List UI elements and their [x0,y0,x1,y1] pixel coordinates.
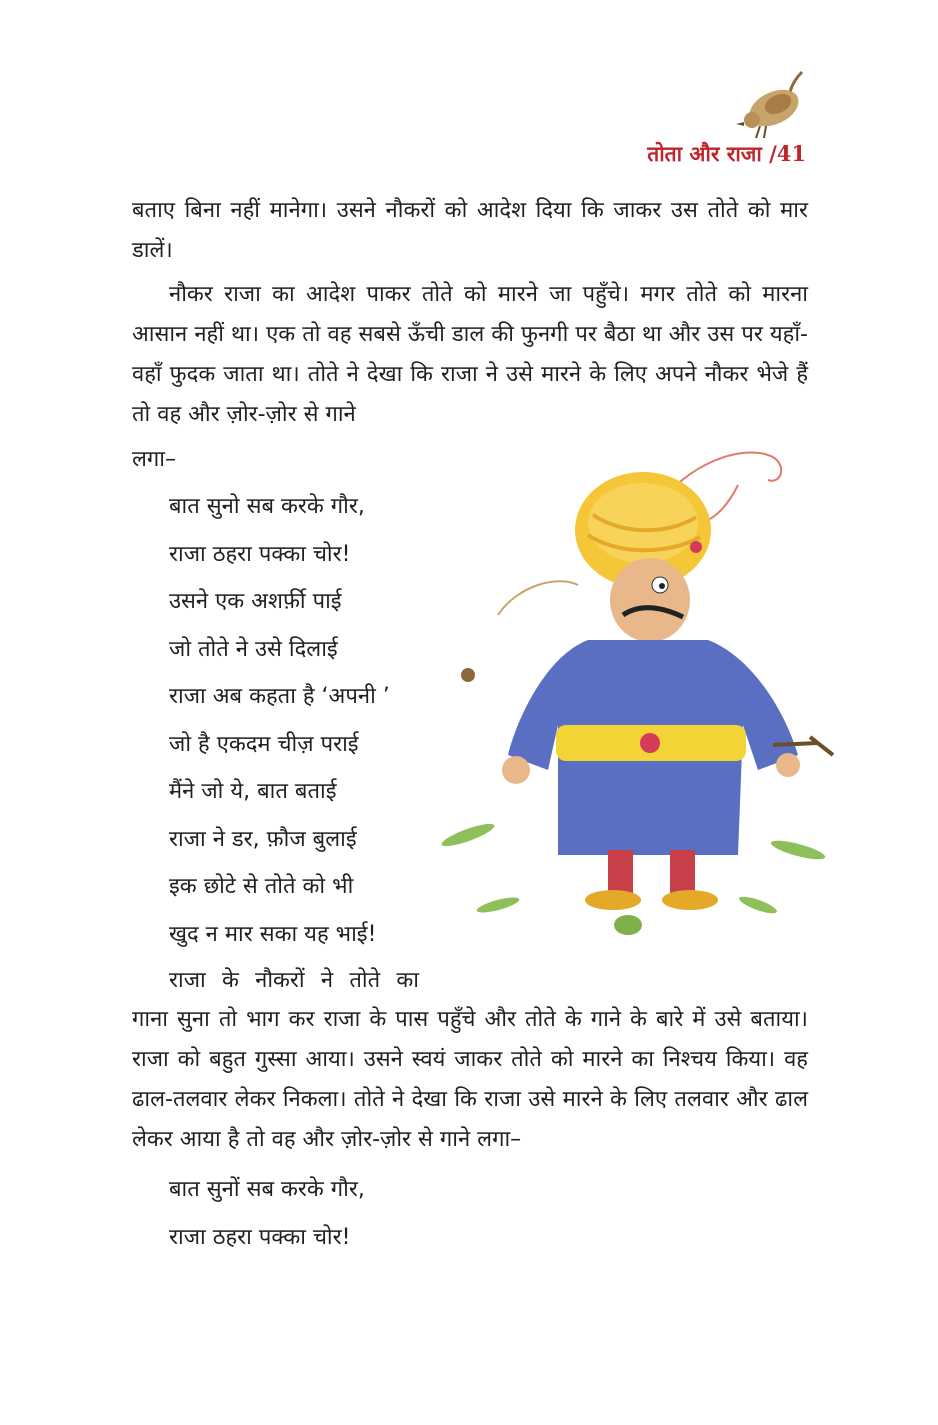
paragraph-2: नौकर राजा का आदेश पाकर तोते को मारने जा पहुँचे। मगर तोते को मारना आसान नहीं था। एक तो वह सबसे ऊँची डाल की फुनगी पर बैठा था और उस पर यहाँ-वहाँ फुदक जाता था। तोते ने देखा कि राजा ने उसे मारने के लिए अपने नौकर भेजे हैं तो वह और ज़ोर-ज़ोर से गाने [132,282,808,427]
poem-line: मैंने जो ये, बात बताई [169,779,337,804]
bird-icon [730,70,810,140]
poem-line: बात सुनो सब करके गौर, [169,494,365,519]
poem-line: जो है एकदम चीज़ पराई [169,731,359,757]
paragraph-3: गाना सुना तो भाग कर राजा के पास पहुँचे और तोते के गाने के बारे में उसे बताया। राजा को बहुत गुस्सा आया। उसने स्वयं जाकर तोते को मारने का निश्चय किया। वह ढाल-तलवार लेकर निकला। तोते ने देखा कि राजा उसे मारने के लिए तलवार और ढाल लेकर आया है तो वह और ज़ोर-ज़ोर से गाने लगा– [132,1007,808,1152]
poem-stanza-2 [169,1166,365,1261]
poem-line: राजा अब कहता है ‘अपनी ’ [169,684,390,709]
poem-line: बात सुनों सब करके गौर, [169,1177,365,1202]
poem-stanza-1 [169,483,390,958]
poem-line: राजा ने डर, फ़ौज बुलाई [169,826,357,852]
poem-line: उसने एक अशर्फ़ी पाई [169,589,342,614]
paragraph-2-end: लगा– [132,447,177,472]
poem-line: इक छोटे से तोते को भी [169,874,354,899]
poem-line: राजा ठहरा पक्का चोर! [169,1224,351,1250]
poem-line: खुद न मार सका यह भाई! [169,921,377,947]
running-header: तोता और राजा /41 [647,141,806,166]
poem-line: जो तोते ने उसे दिलाई [169,636,338,662]
paragraph-1: बताए बिना नहीं मानेगा। उसने नौकरों को आदेश दिया कि जाकर उस तोते को मार डालें। [132,198,808,263]
poem-line: राजा ठहरा पक्का चोर! [169,541,351,567]
paragraph-3-start: राजा के नौकरों ने तोते का [169,968,419,993]
king-illustration [438,425,848,945]
